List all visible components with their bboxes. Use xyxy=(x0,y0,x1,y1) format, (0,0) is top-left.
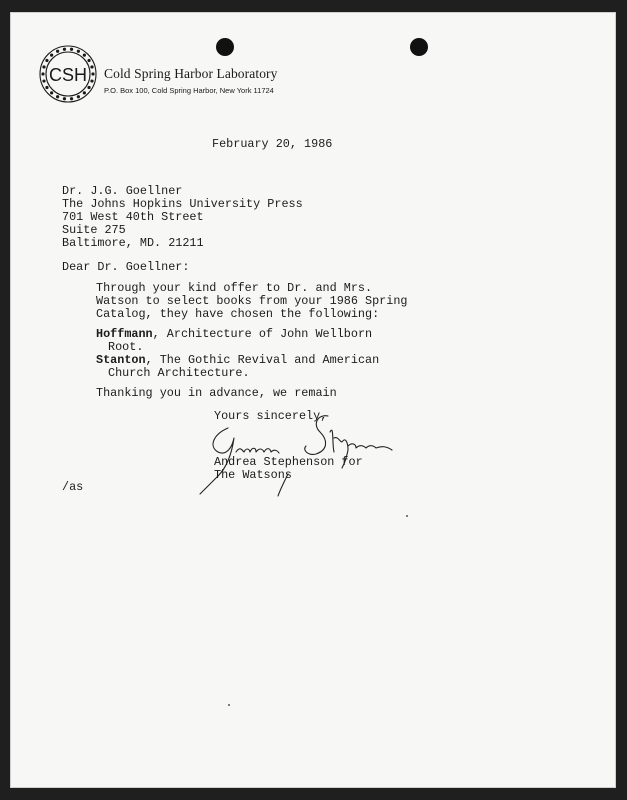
logo-bead xyxy=(70,48,73,51)
valediction: Yours sincerely, xyxy=(214,409,328,423)
logo-bead xyxy=(63,97,66,100)
logo-bead xyxy=(87,59,90,62)
letter-date: February 20, 1986 xyxy=(212,137,333,151)
closing-line: Thanking you in advance, we remain xyxy=(96,386,337,400)
recipient-line: Baltimore, MD. 21211 xyxy=(62,236,204,250)
book-title: , The Gothic Revival and American xyxy=(145,353,380,367)
logo-bead xyxy=(42,79,45,82)
book-title-continued: Root. xyxy=(108,340,144,354)
punch-hole-left xyxy=(216,38,234,56)
letter-page xyxy=(10,12,616,788)
punch-hole-right xyxy=(410,38,428,56)
logo-bead xyxy=(56,95,59,98)
logo-bead xyxy=(77,95,80,98)
organization-address: P.O. Box 100, Cold Spring Harbor, New York 11724 xyxy=(104,86,274,95)
recipient-line: 701 West 40th Street xyxy=(62,210,204,224)
logo-bead xyxy=(77,50,80,53)
body-line: Catalog, they have chosen the following: xyxy=(96,307,380,321)
logo-bead xyxy=(63,48,66,51)
recipient-line: Dr. J.G. Goellner xyxy=(62,184,183,198)
recipient-line: Suite 275 xyxy=(62,223,126,237)
logo-bead xyxy=(70,97,73,100)
signer-name: Andrea Stephenson for xyxy=(214,455,363,469)
logo-bead xyxy=(50,54,53,57)
salutation: Dear Dr. Goellner: xyxy=(62,260,190,274)
book-author: Stanton xyxy=(96,353,146,367)
scan-speck xyxy=(406,515,408,517)
logo-bead xyxy=(90,79,93,82)
scan-speck xyxy=(228,704,230,706)
logo-bead xyxy=(41,72,44,75)
logo-bead xyxy=(90,65,93,68)
logo-bead xyxy=(83,54,86,57)
logo-bead xyxy=(83,91,86,94)
typist-initials: /as xyxy=(62,480,84,494)
logo-bead xyxy=(56,50,59,53)
book-author: Hoffmann xyxy=(96,327,153,341)
body-line: Through your kind offer to Dr. and Mrs. xyxy=(96,281,373,295)
organization-name: Cold Spring Harbor Laboratory xyxy=(104,66,278,81)
recipient-line: The Johns Hopkins University Press xyxy=(62,197,303,211)
body-line: Watson to select books from your 1986 Spring xyxy=(96,294,408,308)
signer-on-behalf: The Watsons xyxy=(214,468,292,482)
logo-bead xyxy=(45,59,48,62)
csh-logo xyxy=(36,42,100,106)
logo-bead xyxy=(91,72,94,75)
logo-bead xyxy=(45,86,48,89)
book-title-continued: Church Architecture. xyxy=(108,366,250,380)
book-title: , Architecture of John Wellborn xyxy=(152,327,373,341)
logo-bead xyxy=(87,86,90,89)
logo-bead xyxy=(42,65,45,68)
logo-text: CSH xyxy=(48,65,88,85)
logo-bead xyxy=(50,91,53,94)
